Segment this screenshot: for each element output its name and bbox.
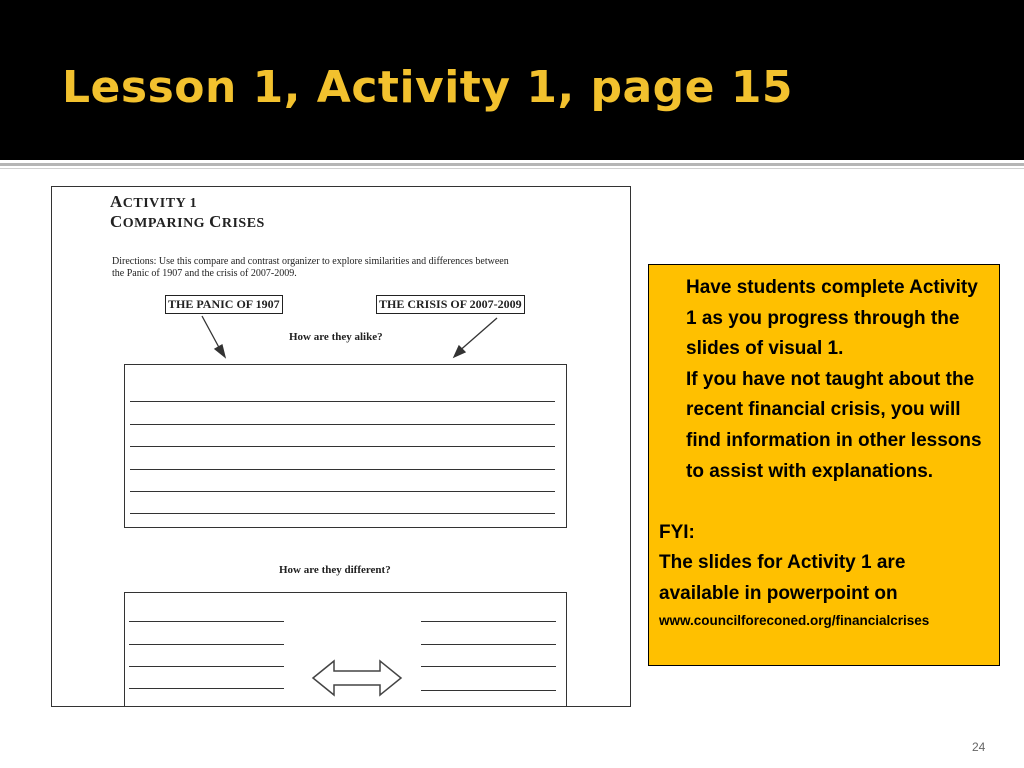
question-different: How are they different? <box>279 564 391 576</box>
answer-line-left <box>129 666 284 667</box>
teacher-note-box <box>648 264 1000 666</box>
question-alike: How are they alike? <box>289 331 383 343</box>
answer-line <box>130 424 555 425</box>
answer-line <box>130 491 555 492</box>
answer-line <box>130 446 555 447</box>
alike-answer-box <box>124 364 567 528</box>
answer-line-left <box>129 621 284 622</box>
activity-subheading: COMPARING CRISES <box>110 212 265 231</box>
slide-number: 24 <box>972 740 986 754</box>
note-paragraph-1: Have students complete Activity 1 as you progress through the slides of visual 1. <box>686 277 978 360</box>
answer-line-left <box>129 688 284 689</box>
answer-line-right <box>421 621 556 622</box>
worksheet-image <box>51 186 631 707</box>
label-crisis-2007-2009: THE CRISIS OF 2007-2009 <box>376 295 525 314</box>
slide-title: Lesson 1, Activity 1, page 15 <box>62 62 794 113</box>
note-fyi-text: The slides for Activity 1 are available in powerpoint on <box>659 552 906 604</box>
worksheet-directions: Directions: Use this compare and contrast organizer to explore similarities and differences between the Panic of 1907 and the crisis of 2007-2009. <box>112 256 509 279</box>
arrow-left-head-icon <box>215 345 225 357</box>
activity-heading: ACTIVITY 1 <box>110 192 198 211</box>
different-answer-box <box>124 592 567 707</box>
arrow-right-icon <box>457 318 497 353</box>
divider-thin <box>0 168 1024 169</box>
note-fyi-label: FYI: <box>659 521 695 543</box>
answer-line-left <box>129 644 284 645</box>
answer-line-right <box>421 644 556 645</box>
note-paragraph-2: If you have not taught about the recent financial crisis, you will find information in other lessons to assist with explanations. <box>686 368 982 482</box>
answer-line-right <box>421 666 556 667</box>
title-bar <box>0 0 1024 160</box>
note-url: www.councilforeconed.org/financialcrises <box>659 612 930 628</box>
divider-thick <box>0 163 1024 166</box>
answer-line-right <box>421 690 556 691</box>
label-panic-1907: THE PANIC OF 1907 <box>165 295 283 314</box>
answer-line <box>130 401 555 402</box>
answer-line <box>130 469 555 470</box>
answer-line <box>130 513 555 514</box>
